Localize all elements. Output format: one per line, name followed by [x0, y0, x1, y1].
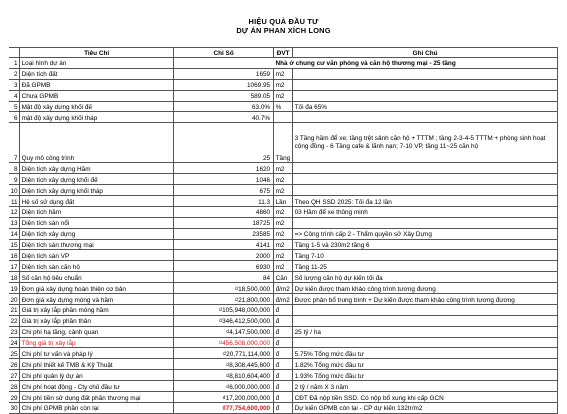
row-note: 3 Tầng hầm để xe; tầng trệt sảnh căn hộ + TTTM ; tầng 2-3-4-5 TTTM + phòng sinh hoạt cộng đồng - 6 Tầng cafe & lãnh nạn; 7-10 VP, tầng 11~25 căn hộ: [293, 123, 558, 163]
row-value: 1659: [174, 68, 274, 79]
table-row: [9, 163, 558, 174]
row-label: Diện tích hầm: [20, 206, 174, 217]
row-number: 27: [9, 370, 20, 381]
row-note: 1.93% Tổng mức đầu tư: [293, 370, 558, 381]
row-label: Chi phí quản lý dự án: [20, 370, 174, 381]
row-value: ₫105,948,000,000: [174, 304, 274, 315]
row-value: 675: [174, 185, 274, 196]
table-row: [9, 112, 558, 123]
table-row: [9, 196, 558, 207]
row-note: [293, 185, 558, 196]
row-note: [293, 112, 558, 123]
row-unit: đ: [274, 370, 293, 381]
row-unit: m2: [274, 217, 293, 228]
row-unit: đ/m2: [274, 294, 293, 305]
row-value: ₫4,147,500,000: [174, 326, 274, 337]
row-label: Chi phí thiết kế TMB & Kỹ Thuật: [20, 359, 174, 370]
row-unit: đ: [274, 359, 293, 370]
table-row: [9, 185, 558, 196]
row-value: 84: [174, 272, 274, 283]
row-label: Diện tích xây dựng khối tháp: [20, 185, 174, 196]
row-label: Tổng giá trị xây lắp: [20, 337, 174, 348]
row-note: 03 Hầm để xe thông minh: [293, 206, 558, 217]
row-note: [293, 68, 558, 79]
table-row: [9, 217, 558, 228]
table-row: [9, 337, 558, 348]
row-number: 17: [9, 261, 20, 272]
row-unit: đ: [274, 381, 293, 392]
row-value: 63.0%: [174, 101, 274, 112]
row-number: 5: [9, 101, 20, 112]
row-value: ₫8,810,604,400: [174, 370, 274, 381]
row-number: 13: [9, 217, 20, 228]
header-criteria: Tiêu Chí: [20, 48, 174, 58]
row-note: 5.75% Tổng mức đầu tư: [293, 348, 558, 359]
row-number: 1: [9, 58, 20, 69]
row-value: 589.05: [174, 90, 274, 101]
row-note: Số lượng căn hộ dự kiến tối đa: [293, 272, 558, 283]
row-unit: m2: [274, 250, 293, 261]
row-number: 22: [9, 315, 20, 326]
row-number: 3: [9, 79, 20, 90]
row-unit: Căn: [274, 272, 293, 283]
row-label: Hệ số sử dụng đất: [20, 196, 174, 207]
row-unit: Tầng: [274, 123, 293, 163]
row-value: 40.7%: [174, 112, 274, 123]
row-unit: đ: [274, 402, 293, 413]
row-label: Chi phí hoạt động - Cty chủ đầu tư: [20, 381, 174, 392]
row-note: Tối đa 65%: [293, 101, 558, 112]
row-label: Diện tích sàn nổi: [20, 217, 174, 228]
row-number: 2: [9, 68, 20, 79]
row-label: Đã GPMB: [20, 79, 174, 90]
row-value: 25: [174, 123, 274, 163]
row-number: 6: [9, 112, 20, 123]
row-label: Quy mô công trình: [20, 123, 174, 163]
row-label: Diện tích đất: [20, 68, 174, 79]
row-number: 21: [9, 304, 20, 315]
row-number: 7: [9, 123, 20, 163]
row-unit: đ: [274, 326, 293, 337]
row-value: 11.3: [174, 196, 274, 207]
row-note: Theo QH SSD 2025: Tối đa 12 lần: [293, 196, 558, 207]
row-note: Tầng 1-5 và 230m2 tầng 6: [293, 239, 558, 250]
row-value: ₫8,308,445,600: [174, 359, 274, 370]
table-row: [9, 381, 558, 392]
row-label: Chi phí tư vấn và pháp lý: [20, 348, 174, 359]
row-unit: m2: [274, 174, 293, 185]
row-unit: m2: [274, 90, 293, 101]
row-label: Loại hình dự án: [20, 58, 174, 69]
table-row: [9, 370, 558, 381]
table-row: [9, 228, 558, 239]
table-row: [9, 68, 558, 79]
row-note: 2 tỷ / năm X 3 năm: [293, 381, 558, 392]
row-unit: đ: [274, 392, 293, 403]
row-number: 4: [9, 90, 20, 101]
row-number: 14: [9, 228, 20, 239]
row-number: 9: [9, 174, 20, 185]
row-unit: m2: [274, 239, 293, 250]
row-note: Dự kiến GPMB còn lại - CP dự kiến 132tr/m2: [293, 402, 558, 413]
row-note: 1.82% Tổng mức đầu tư: [293, 359, 558, 370]
table-row: [9, 206, 558, 217]
row-label: Chi phí GPMB phần còn lại: [20, 402, 174, 413]
row-value: ₫456,508,000,000: [174, 337, 274, 348]
row-label: Chưa GPMB: [20, 90, 174, 101]
row-value: 2000: [174, 250, 274, 261]
row-label: Mật độ xây dựng khối đế: [20, 101, 174, 112]
table-row: [9, 58, 558, 69]
row-number: 19: [9, 283, 20, 294]
row-note: Được phân bổ trung bình + Dự kiến được tham khảo công trình tương đương: [293, 294, 558, 305]
row-note: [293, 90, 558, 101]
row-unit: m2: [274, 206, 293, 217]
row-value: 6930: [174, 261, 274, 272]
row-number: 8: [9, 163, 20, 174]
row-unit: m2: [274, 68, 293, 79]
table-row: [9, 402, 558, 413]
table-row: [9, 101, 558, 112]
row-value: 4860: [174, 206, 274, 217]
header-unit: ĐVT: [274, 48, 293, 58]
row-note: Tầng 7-10: [293, 250, 558, 261]
row-label: Diện tích xây dựng Hầm: [20, 163, 174, 174]
row-unit: đ: [274, 337, 293, 348]
row-note: [293, 315, 558, 326]
table-row: [9, 272, 558, 283]
row-unit: m2: [274, 228, 293, 239]
row-label: Số căn hộ tiêu chuẩn: [20, 272, 174, 283]
row-value: ₫17,200,000,000: [174, 392, 274, 403]
row-unit: đ/m2: [274, 283, 293, 294]
row-number: 26: [9, 359, 20, 370]
row-unit: [274, 112, 293, 123]
table-row: [9, 250, 558, 261]
page-title: HIỆU QUẢ ĐẦU TƯ: [248, 17, 319, 26]
row-value: ₫21,800,000: [174, 294, 274, 305]
row-unit: đ: [274, 315, 293, 326]
row-unit: m2: [274, 79, 293, 90]
header-note: Ghi Chú: [293, 48, 558, 58]
row-label: Giá trị xây lắp phần móng hầm: [20, 304, 174, 315]
row-number: 12: [9, 206, 20, 217]
row-label: Diện tích sàn căn hộ: [20, 261, 174, 272]
row-label: Chi phí tiền sử dụng đất phần thương mại: [20, 392, 174, 403]
row-value: 4141: [174, 239, 274, 250]
row-value: 18725: [174, 217, 274, 228]
row-number: 20: [9, 294, 20, 305]
row-note: 25 tỷ / ha: [293, 326, 558, 337]
row-unit: Lần: [274, 196, 293, 207]
row-number: 25: [9, 348, 20, 359]
table-row: [9, 294, 558, 305]
row-label: Chi phí hạ tầng, cảnh quan: [20, 326, 174, 337]
table-row: [9, 283, 558, 294]
row-label: Diện tích xây dựng: [20, 228, 174, 239]
row-note: Nhà ở chung cư văn phòng và căn hộ thương mại - 25 tầng: [174, 58, 558, 69]
row-value: 23585: [174, 228, 274, 239]
header-row: [9, 48, 558, 58]
row-label: Giá trị xây lắp phần thân: [20, 315, 174, 326]
table-row: [9, 315, 558, 326]
row-note: [293, 337, 558, 348]
row-note: [293, 304, 558, 315]
table-row: [9, 326, 558, 337]
header-value: Chỉ Số: [174, 48, 274, 58]
row-value: 1620: [174, 163, 274, 174]
row-note: CĐT Đã nộp tiền SSD. Có nộp bổ xung khi cấp GCN: [293, 392, 558, 403]
row-note: [293, 79, 558, 90]
investment-table: [9, 47, 558, 414]
row-value: 1046: [174, 174, 274, 185]
row-value: ₫18,500,000: [174, 283, 274, 294]
row-number: 30: [9, 402, 20, 413]
row-unit: m2: [274, 163, 293, 174]
row-label: Diện tích xây dựng khối đế: [20, 174, 174, 185]
row-label: mật độ xây dựng khối tháp: [20, 112, 174, 123]
table-row: [9, 348, 558, 359]
row-number: 29: [9, 392, 20, 403]
row-label: Diện tích sàn VP: [20, 250, 174, 261]
row-unit: m2: [274, 185, 293, 196]
table-row: [9, 392, 558, 403]
row-unit: m2: [274, 261, 293, 272]
row-unit: đ: [274, 304, 293, 315]
row-number: 18: [9, 272, 20, 283]
page-subtitle: DỰ ÁN PHAN XÍCH LONG: [236, 26, 331, 35]
table-row: [9, 174, 558, 185]
table-row: [9, 261, 558, 272]
row-unit: đ: [274, 348, 293, 359]
row-number: 23: [9, 326, 20, 337]
row-label: Đơn giá xây dựng hoàn thiện cơ bản: [20, 283, 174, 294]
row-value: ₫20,771,114,000: [174, 348, 274, 359]
row-label: Diện tích sàn thương mại: [20, 239, 174, 250]
row-note: => Công trình cấp 2 - Thẩm quyền sở Xây Dựng: [293, 228, 558, 239]
row-value: 1069.95: [174, 79, 274, 90]
row-number: 28: [9, 381, 20, 392]
row-unit: %: [274, 101, 293, 112]
table-row: [9, 239, 558, 250]
row-value: ₫77,754,600,000: [174, 402, 274, 413]
table-row: [9, 90, 558, 101]
row-note: [293, 174, 558, 185]
table-row: [9, 304, 558, 315]
row-note: Dự kiến được tham khảo công trình tương đương: [293, 283, 558, 294]
row-number: 24: [9, 337, 20, 348]
table-row: [9, 123, 558, 163]
table-row: [9, 79, 558, 90]
row-number: 15: [9, 239, 20, 250]
row-number: 11: [9, 196, 20, 207]
row-label: Đơn giá xây dựng móng và hầm: [20, 294, 174, 305]
row-note: [293, 163, 558, 174]
row-number: 10: [9, 185, 20, 196]
row-note: [293, 217, 558, 228]
row-number: 16: [9, 250, 20, 261]
row-value: ₫6,000,000,000: [174, 381, 274, 392]
row-note: Tầng 11-25: [293, 261, 558, 272]
table-row: [9, 359, 558, 370]
row-value: ₫346,412,500,000: [174, 315, 274, 326]
